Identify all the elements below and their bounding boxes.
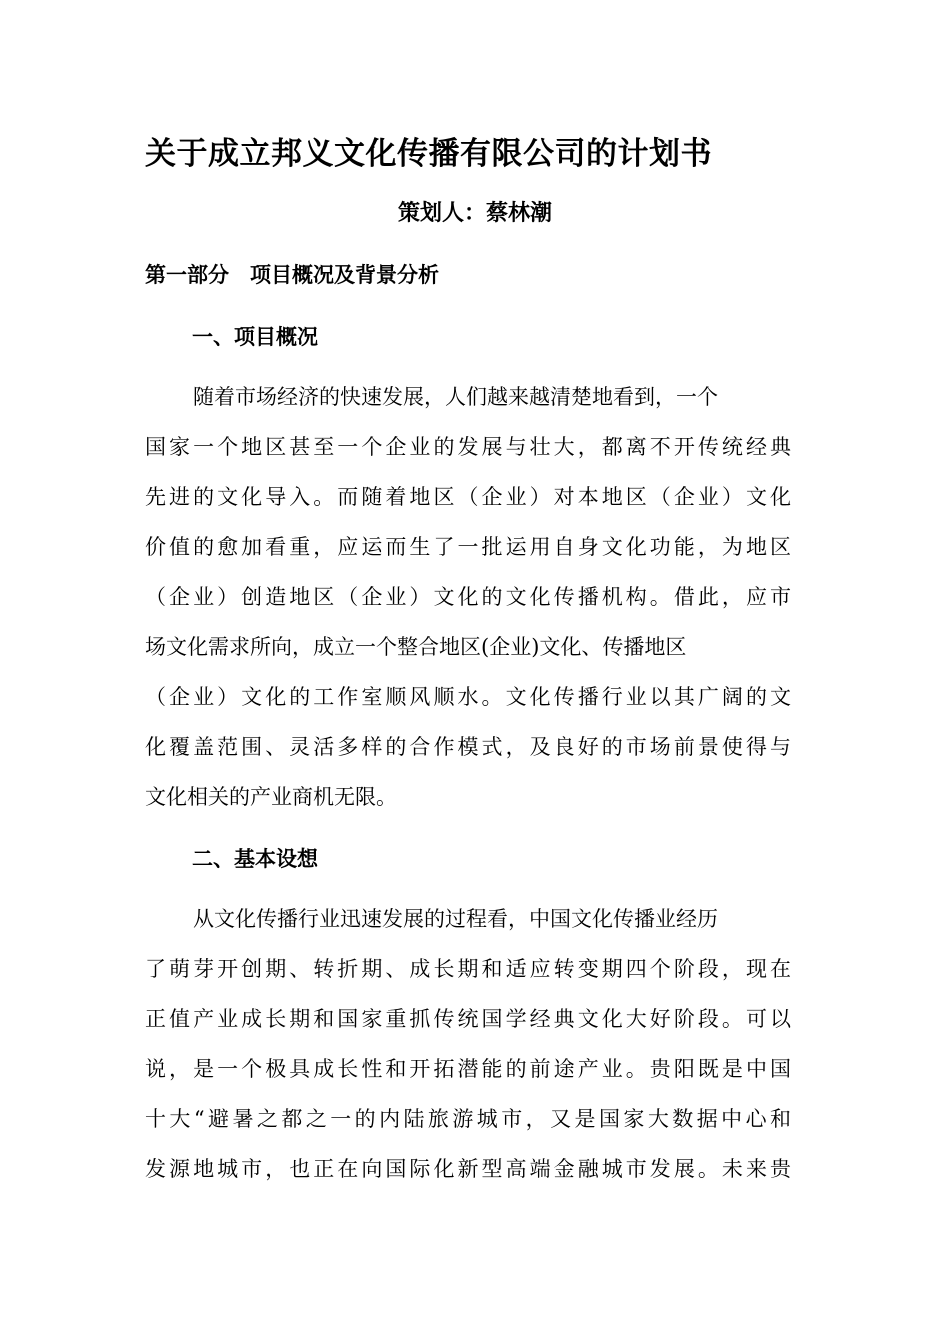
document-title: 关于成立邦义文化传播有限公司的计划书 [145, 136, 712, 172]
paragraph-line: 国家一个地区甚至一个企业的发展与壮大，都离不开传统经典 [145, 435, 791, 459]
paragraph-line: 从文化传播行业迅速发展的过程看，中国文化传播业经历 [193, 907, 718, 931]
paragraph-line: 正值产业成长期和国家重抓传统国学经典文化大好阶段。可以 [145, 1007, 791, 1031]
paragraph-line: （企业）创造地区（企业）文化的文化传播机构。借此，应市 [145, 585, 791, 609]
paragraph-line: 价值的愈加看重，应运而生了一批运用自身文化功能，为地区 [145, 535, 791, 559]
paragraph-overview [145, 372, 791, 822]
paragraph-line: 场文化需求所向，成立一个整合地区(企业)文化、传播地区 [145, 635, 687, 659]
section-heading-basic-idea: 二、基本设想 [192, 846, 318, 871]
paragraph-line: 十大“避暑之都之一的内陆旅游城市，又是国家大数据中心和 [145, 1107, 791, 1131]
section-heading-overview: 一、项目概况 [192, 324, 318, 349]
paragraph-line: 发源地城市，也正在向国际化新型高端金融城市发展。未来贵 [145, 1157, 791, 1181]
paragraph-line: 说，是一个极具成长性和开拓潜能的前途产业。贵阳既是中国 [145, 1057, 791, 1081]
paragraph-line: 文化相关的产业商机无限。 [145, 785, 397, 809]
paragraph-line: 了萌芽开创期、转折期、成长期和适应转变期四个阶段，现在 [145, 957, 791, 981]
paragraph-line: 化覆盖范围、灵活多样的合作模式，及良好的市场前景使得与 [145, 735, 791, 759]
paragraph-line: 随着市场经济的快速发展，人们越来越清楚地看到，一个 [193, 385, 718, 409]
author-line: 策划人：蔡林潮 [397, 200, 552, 226]
paragraph-line: （企业）文化的工作室顺风顺水。文化传播行业以其广阔的文 [145, 685, 791, 709]
part-heading: 第一部分 项目概况及背景分析 [145, 262, 439, 287]
paragraph-line: 先进的文化导入。而随着地区（企业）对本地区（企业）文化 [145, 485, 791, 509]
paragraph-basic-idea [145, 894, 791, 1194]
